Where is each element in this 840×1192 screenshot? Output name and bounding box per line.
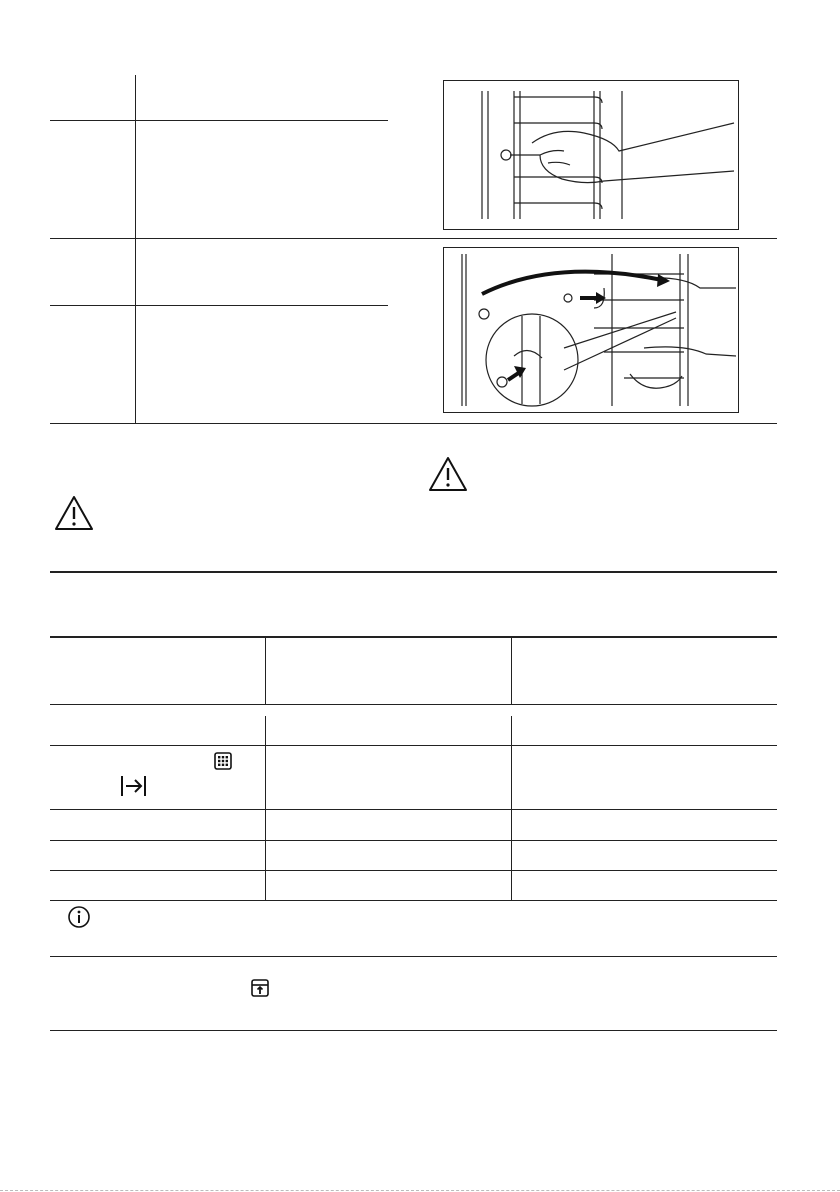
- arrow-to-bar-icon: [120, 774, 148, 798]
- shelf-support-installation-drawing: [444, 248, 738, 412]
- shelf-support-removal-drawing: [444, 81, 738, 229]
- settings-table-row-divider-2: [50, 809, 777, 810]
- info-circle-icon: [67, 905, 91, 929]
- step-table-column-divider: [135, 75, 136, 423]
- warning-triangle-icon: [428, 456, 468, 492]
- settings-table-row-divider-3: [50, 840, 777, 841]
- door-lock-icon: [251, 979, 269, 997]
- step-row-divider-1: [50, 120, 388, 121]
- settings-table-header-bottom-border: [50, 704, 777, 705]
- step-row-divider-3: [50, 305, 388, 306]
- page-bottom-edge: [0, 1190, 840, 1191]
- settings-table-bottom-border: [50, 900, 777, 901]
- settings-table-column-divider-2: [511, 636, 512, 704]
- shelf-support-removal-illustration: [443, 80, 739, 230]
- step-row-divider-2: [50, 238, 777, 239]
- settings-table-column-divider-1: [265, 636, 266, 704]
- settings-table-row-divider-1: [50, 745, 777, 746]
- section-separator: [50, 571, 777, 573]
- shelf-support-installation-illustration: [443, 247, 739, 413]
- keypad-grid-icon: [214, 752, 232, 770]
- warning-triangle-icon: [54, 495, 94, 531]
- lock-section-bottom-border: [50, 1030, 777, 1031]
- settings-table-row-divider-4: [50, 870, 777, 871]
- settings-table-header-top-border: [50, 636, 777, 638]
- info-section-bottom-border: [50, 956, 777, 957]
- step-table-bottom-border: [50, 423, 777, 424]
